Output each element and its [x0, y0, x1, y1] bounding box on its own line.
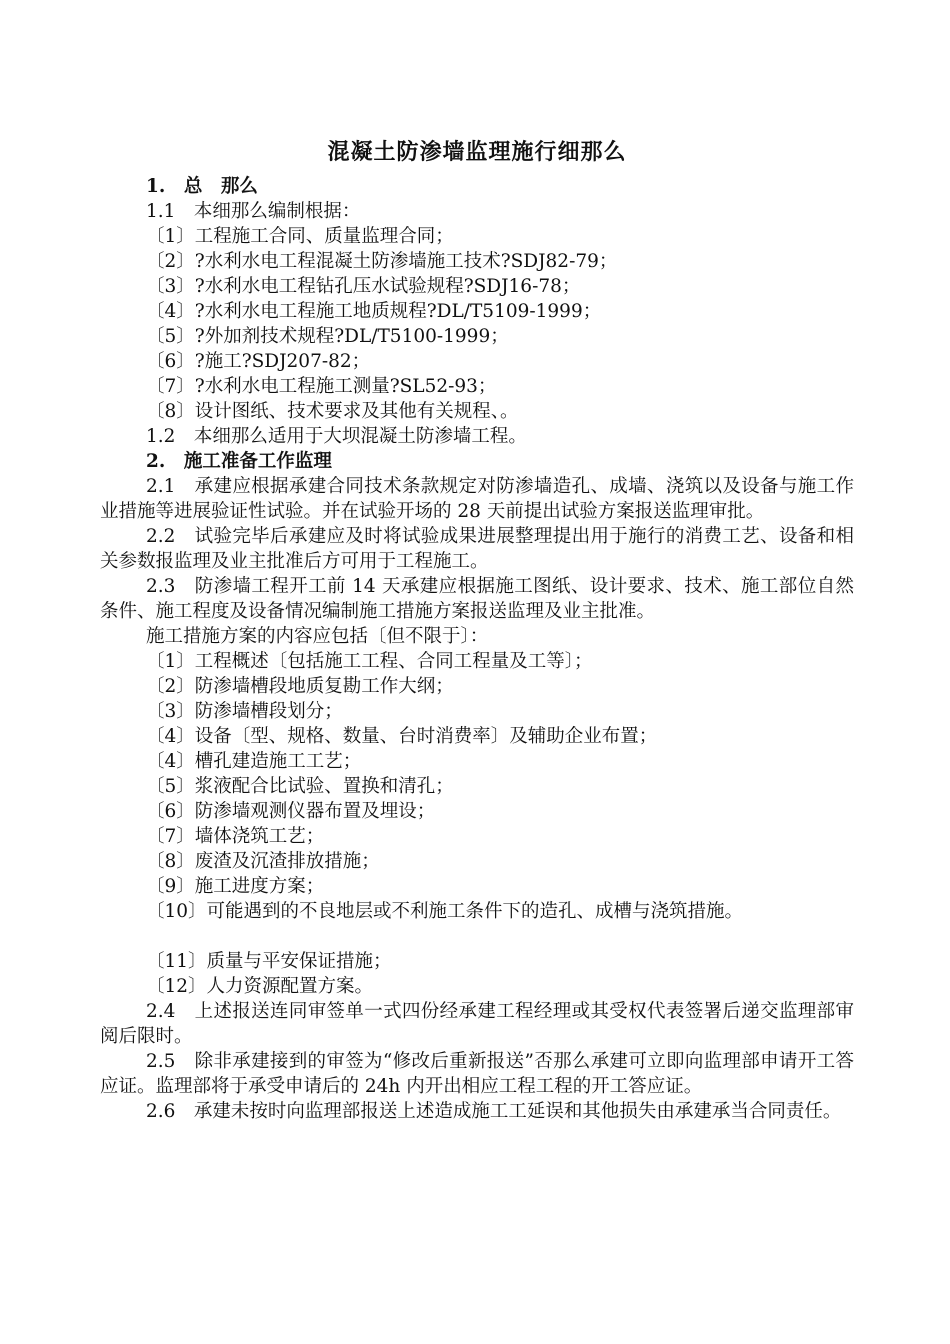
section-1-heading: 1. 总 那么 [146, 176, 258, 197]
clause-2-2: 2.2 试验完毕后承建应及时将试验成果进展整理提出用于施行的消费工艺、设备和相关参数报监理及业主批准后方可用于工程施工。 [100, 526, 854, 572]
plan-item: 〔3〕防渗墙槽段划分； [146, 701, 343, 722]
plan-item: 〔6〕防渗墙观测仪器布置及埋设； [146, 801, 436, 822]
plan-intro: 施工措施方案的内容应包括〔但不限于〕： [146, 626, 489, 647]
basis-item: 〔4〕?水利水电工程施工地质规程?DL/T5109-1999； [146, 301, 602, 322]
clause-2-1: 2.1 承建应根据承建合同技术条款规定对防渗墙造孔、成墙、浇筑以及设备与施工作业措施等进展验证性试验。并在试验开场的 28 天前提出试验方案报送监理审批。 [100, 476, 854, 522]
plan-item: 〔8〕废渣及沉渣排放措施； [146, 851, 380, 872]
plan-item: 〔10〕可能遇到的不良地层或不利施工条件下的造孔、成槽与浇筑措施。 [146, 901, 744, 922]
clause-2-4: 2.4 上述报送连同审签单一式四份经承建工程经理或其受权代表签署后递交监理部审阅后限时。 [100, 1001, 854, 1047]
clause-1-1: 1.1 本细那么编制根据： [146, 201, 361, 222]
basis-item: 〔8〕设计图纸、技术要求及其他有关规程、。 [146, 401, 519, 422]
plan-item: 〔9〕施工进度方案； [146, 876, 325, 897]
document-title: 混凝土防渗墙监理施行细那么 [327, 139, 627, 165]
plan-item: 〔5〕浆液配合比试验、置换和清孔； [146, 776, 454, 797]
plan-item: 〔4〕设备〔型、规格、数量、台时消费率〕及辅助企业布置； [146, 726, 658, 747]
plan-item: 〔1〕工程概述〔包括施工工程、合同工程量及工等〕； [146, 651, 593, 672]
plan-item: 〔11〕质量与平安保证措施； [146, 951, 392, 972]
basis-item: 〔5〕?外加剂技术规程?DL/T5100-1999； [146, 326, 509, 347]
plan-item: 〔7〕墙体浇筑工艺； [146, 826, 325, 847]
clause-2-6: 2.6 承建未按时向监理部报送上述造成施工工延误和其他损失由承建承当合同责任。 [146, 1101, 842, 1122]
basis-item: 〔1〕工程施工合同、质量监理合同； [146, 226, 454, 247]
plan-item: 〔2〕防渗墙槽段地质复勘工作大纲； [146, 676, 454, 697]
clause-1-2: 1.2 本细那么适用于大坝混凝土防渗墙工程。 [146, 426, 527, 447]
clause-2-5: 2.5 除非承建接到的审签为“修改后重新报送”否那么承建可立即向监理部申请开工答应证。监理部将于承受申请后的 24h 内开出相应工程工程的开工答应证。 [100, 1051, 854, 1097]
plan-item: 〔4〕槽孔建造施工工艺； [146, 751, 362, 772]
plan-item: 〔12〕人力资源配置方案。 [146, 976, 374, 997]
basis-item: 〔3〕?水利水电工程钻孔压水试验规程?SDJ16-78； [146, 276, 581, 297]
basis-item: 〔2〕?水利水电工程混凝土防渗墙施工技术?SDJ82-79； [146, 251, 618, 272]
section-2-heading: 2. 施工准备工作监理 [146, 451, 332, 472]
basis-item: 〔6〕?施工?SDJ207-82； [146, 351, 371, 372]
blank-line [100, 924, 854, 949]
clause-2-3: 2.3 防渗墙工程开工前 14 天承建应根据施工图纸、设计要求、技术、施工部位自然条件、施工程度及设备情况编制施工措施方案报送监理及业主批准。 [100, 576, 854, 622]
basis-item: 〔7〕?水利水电工程施工测量?SL52-93； [146, 376, 497, 397]
